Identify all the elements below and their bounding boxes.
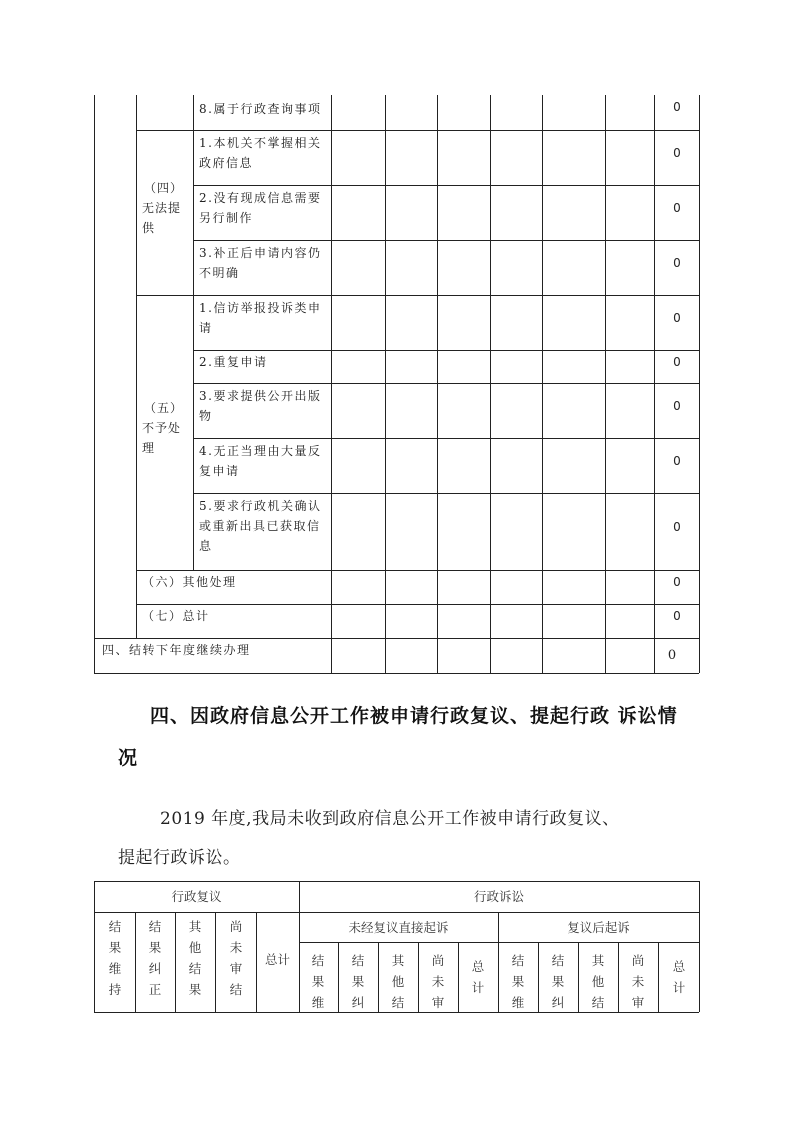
total-value: 0	[673, 311, 681, 325]
table-divider	[175, 912, 176, 1012]
row-divider	[136, 130, 699, 131]
group-label-5: （五） 不予处 理	[142, 401, 184, 455]
group-label-4: （四） 无法提 供	[142, 181, 184, 235]
col-total: 总计	[264, 952, 290, 967]
table-divider	[136, 95, 137, 638]
header-admin-litigation: 行政诉讼	[473, 889, 524, 904]
total-value: 0	[673, 355, 681, 369]
table-divider	[490, 95, 491, 673]
table-divider	[578, 942, 579, 1012]
total-value: 0	[673, 454, 681, 468]
total-value: 0	[673, 100, 681, 114]
row-label-8: 8.属于行政查询事项	[199, 102, 322, 116]
row-divider	[94, 638, 699, 639]
header-direct-suit: 未经复议直接起诉	[348, 920, 449, 935]
col-result-upheld: 结果维	[511, 953, 525, 1010]
table-border-top	[94, 881, 699, 882]
table-divider	[193, 95, 194, 570]
col-result-upheld: 结果维	[311, 953, 325, 1010]
total-value: 0	[673, 256, 681, 270]
table-border-left	[94, 95, 95, 673]
row-label-4-2: 2.没有现成信息需要 另行制作	[199, 191, 322, 225]
row-divider	[136, 604, 699, 605]
row-divider	[193, 185, 699, 186]
row-divider	[193, 438, 699, 439]
body-paragraph: 2019 年度,我局未收到政府信息公开工作被申请行政复议、	[160, 809, 620, 829]
table-divider	[418, 942, 419, 1012]
total-value: 0	[667, 648, 677, 663]
total-value: 0	[673, 399, 681, 413]
row-divider	[193, 350, 699, 351]
col-total: 总计	[471, 959, 485, 995]
table-divider	[215, 912, 216, 1012]
row-divider	[136, 295, 699, 296]
row-label-5-1: 1.信访举报投诉类申 请	[199, 301, 322, 335]
total-value: 0	[673, 520, 681, 534]
table-divider	[338, 942, 339, 1012]
row-divider	[193, 240, 699, 241]
row-divider	[193, 383, 699, 384]
section-heading-cont: 况	[118, 747, 139, 769]
row-label-carry-over: 四、结转下年度继续办理	[102, 643, 251, 657]
row-label-7: （七）总计	[142, 609, 210, 623]
table-divider	[542, 95, 543, 673]
row-label-5-2: 2.重复申请	[199, 355, 268, 369]
table-divider	[135, 912, 136, 1012]
row-divider	[299, 942, 699, 943]
row-divider	[94, 912, 699, 913]
table-divider	[385, 95, 386, 673]
header-admin-review: 行政复议	[171, 889, 222, 904]
table-divider	[378, 942, 379, 1012]
row-label-6: （六）其他处理	[142, 575, 237, 589]
table-divider	[618, 942, 619, 1012]
table-divider	[331, 95, 332, 673]
col-total: 总计	[672, 959, 686, 995]
col-result-corrected: 结果纠	[551, 953, 565, 1010]
row-label-4-3: 3.补正后申请内容仍 不明确	[199, 246, 322, 280]
col-result-corrected: 结果纠正	[148, 919, 162, 997]
col-pending: 尚未审结	[229, 919, 243, 997]
table-divider	[437, 95, 438, 673]
col-other-result: 其他结果	[188, 919, 202, 997]
col-pending: 尚未审	[431, 953, 445, 1010]
body-paragraph-cont: 提起行政诉讼。	[118, 848, 241, 868]
total-value: 0	[673, 201, 681, 215]
row-label-4-1: 1.本机关不掌握相关 政府信息	[199, 136, 322, 170]
row-divider	[193, 493, 699, 494]
col-result-upheld: 结果维持	[108, 919, 122, 997]
section-heading: 四、因政府信息公开工作被申请行政复议、提起行政 诉讼情	[150, 705, 678, 727]
col-other-result: 其他结	[391, 953, 405, 1010]
table-divider	[605, 95, 606, 673]
table-border-right	[699, 881, 700, 1012]
row-label-5-3: 3.要求提供公开出版 物	[199, 389, 322, 423]
header-after-review: 复议后起诉	[567, 920, 630, 935]
row-label-5-5: 5.要求行政机关确认 或重新出具已获取信 息	[199, 499, 322, 553]
total-value: 0	[673, 146, 681, 160]
table-divider	[538, 942, 539, 1012]
table-border-bottom	[94, 673, 699, 674]
table-divider	[658, 942, 659, 1012]
col-pending: 尚未审	[631, 953, 645, 1010]
table-border-right	[699, 95, 700, 673]
col-other-result: 其他结	[591, 953, 605, 1010]
row-divider	[136, 570, 699, 571]
total-value: 0	[673, 609, 681, 623]
total-value: 0	[673, 575, 681, 589]
col-result-corrected: 结果纠	[351, 953, 365, 1010]
table-divider	[458, 942, 459, 1012]
row-label-5-4: 4.无正当理由大量反 复申请	[199, 444, 322, 478]
